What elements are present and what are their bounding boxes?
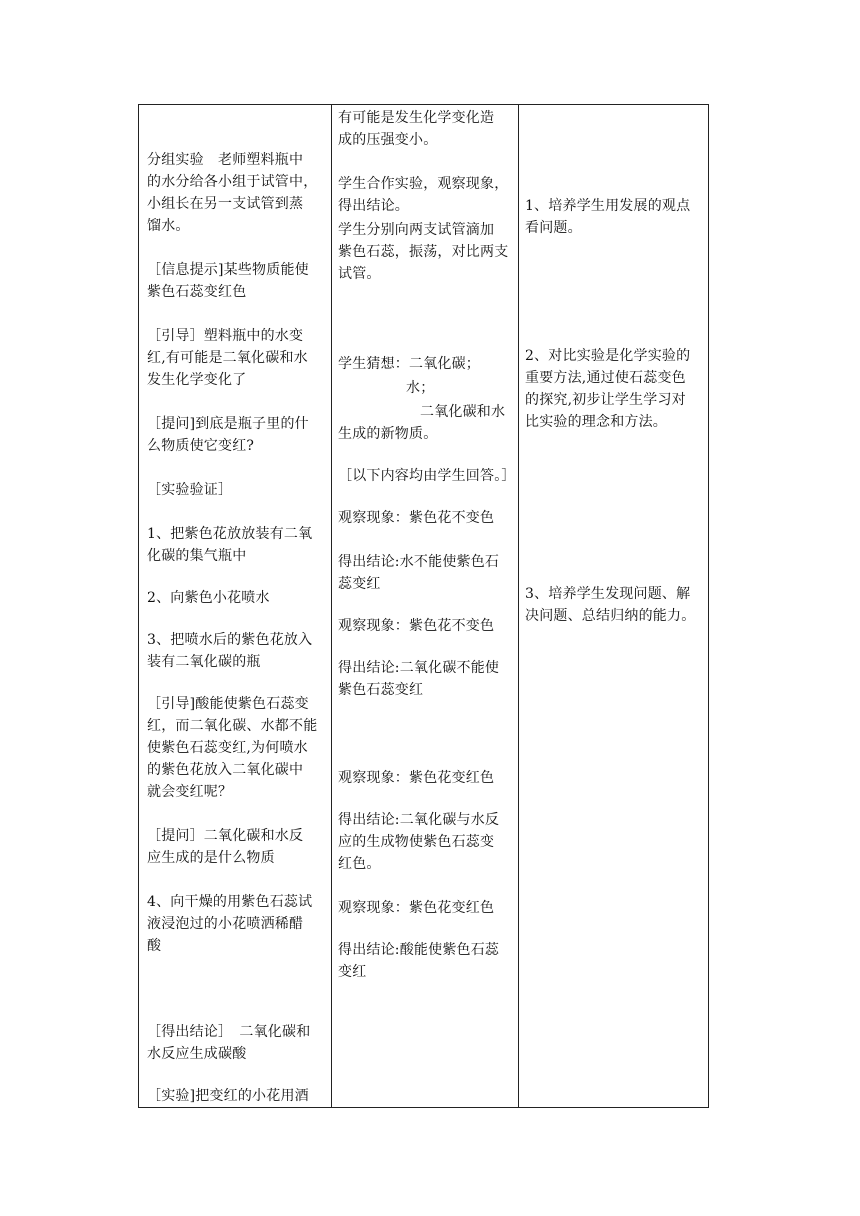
teacher-line: 的水分给各小组于试管中， [147,174,318,190]
student-line: 学生分别向两支试管滴加 [338,222,495,238]
student-line: ［以下内容均由学生回答。］ [338,468,516,484]
teacher-line: 馏水。 [147,218,190,234]
teacher-line: 化碳的集气瓶中 [147,548,247,564]
teacher-line: 么物质使它变红? [147,438,255,454]
design-intent-column [519,105,709,1107]
teacher-line: 发生化学变化了 [147,372,247,388]
student-line: 学生猜想：二氧化碳； [338,356,480,372]
student-line: 紫色石蕊，振荡，对比两支 [338,244,509,260]
teacher-line: 装有二氧化碳的瓶 [147,654,261,670]
intent-line: 2、对比实验是化学实验的 [525,348,691,364]
teacher-line: 1、把紫色花放放装有二氧 [147,526,313,542]
teacher-line: ［提问］二氧化碳和水反 [147,828,304,844]
intent-line: 看问题。 [525,220,582,236]
student-line: 学生合作实验，观察现象， [338,176,509,192]
student-line: 得出结论:二氧化碳与水反 [338,812,500,828]
intent-line: 决问题、总结归纳的能力。 [525,608,696,624]
student-line: 得出结论:二氧化碳不能使 [338,660,500,676]
student-line: 成的压强变小。 [338,132,438,148]
student-line: 得出结论。 [338,198,409,214]
student-line: 有可能是发生化学变化造 [338,110,495,126]
student-line: 二氧化碳和水 [420,404,506,420]
intent-line: 重要方法,通过使石蕊变色 [525,370,686,386]
student-line: 观察现象：紫色花变红色 [338,770,495,786]
teacher-activity-column [139,105,331,1107]
teacher-line: ［信息提示]某些物质能使 [147,262,309,278]
student-line: 得出结论:水不能使紫色石 [338,554,500,570]
student-line: 得出结论:酸能使紫色石蕊 [338,942,500,958]
student-line: 蕊变红 [338,576,381,592]
teacher-line: 分组实验 老师塑料瓶中 [147,152,304,168]
teacher-line: ［得出结论］ 二氧化碳和 [147,1024,311,1040]
intent-line: 1、培养学生用发展的观点 [525,198,691,214]
teacher-line: 酸 [147,938,162,954]
intent-line: 比实验的理念和方法。 [525,414,667,430]
teacher-line: ［引导]酸能使紫色石蕊变 [147,696,309,712]
teacher-line: ［实验]把变红的小花用酒 [147,1088,309,1104]
student-line: 红色。 [338,856,381,872]
teacher-line: 应生成的是什么物质 [147,850,275,866]
student-line: 观察现象：紫色花不变色 [338,618,495,634]
teacher-line: ［引导］塑料瓶中的水变 [147,328,304,344]
student-line: 变红 [338,964,367,980]
lesson-table [138,104,709,1108]
intent-line: 的探究,初步让学生学习对 [525,392,686,408]
student-line: 紫色石蕊变红 [338,682,424,698]
teacher-line: 红,有可能是二氧化碳和水 [147,350,308,366]
student-line: 观察现象：紫色花变红色 [338,900,495,916]
teacher-line: ［实验验证］ [147,482,233,498]
teacher-line: 的紫色花放入二氧化碳中 [147,762,304,778]
teacher-line: 液浸泡过的小花喷洒稀醋 [147,916,304,932]
intent-line: 3、培养学生发现问题、解 [525,586,691,602]
teacher-line: 4、向干燥的用紫色石蕊试 [147,894,313,910]
teacher-line: 水反应生成碳酸 [147,1046,247,1062]
student-line: 水； [406,380,435,396]
teacher-line: 使紫色石蕊变红,为何喷水 [147,740,308,756]
teacher-line: 2、向紫色小花喷水 [147,590,270,606]
student-line: 观察现象：紫色花不变色 [338,510,495,526]
teacher-line: 3、把喷水后的紫色花放入 [147,632,313,648]
teacher-line: 小组长在另一支试管到蒸 [147,196,304,212]
teacher-line: 红，而二氧化碳、水都不能 [147,718,318,734]
student-line: 生成的新物质。 [338,426,438,442]
student-activity-column [332,105,518,1107]
teacher-line: 就会变红呢？ [147,784,233,800]
student-line: 应的生成物使紫色石蕊变 [338,834,495,850]
teacher-line: 紫色石蕊变红色 [147,284,247,300]
student-line: 试管。 [338,266,381,282]
teacher-line: ［提问]到底是瓶子里的什 [147,416,309,432]
